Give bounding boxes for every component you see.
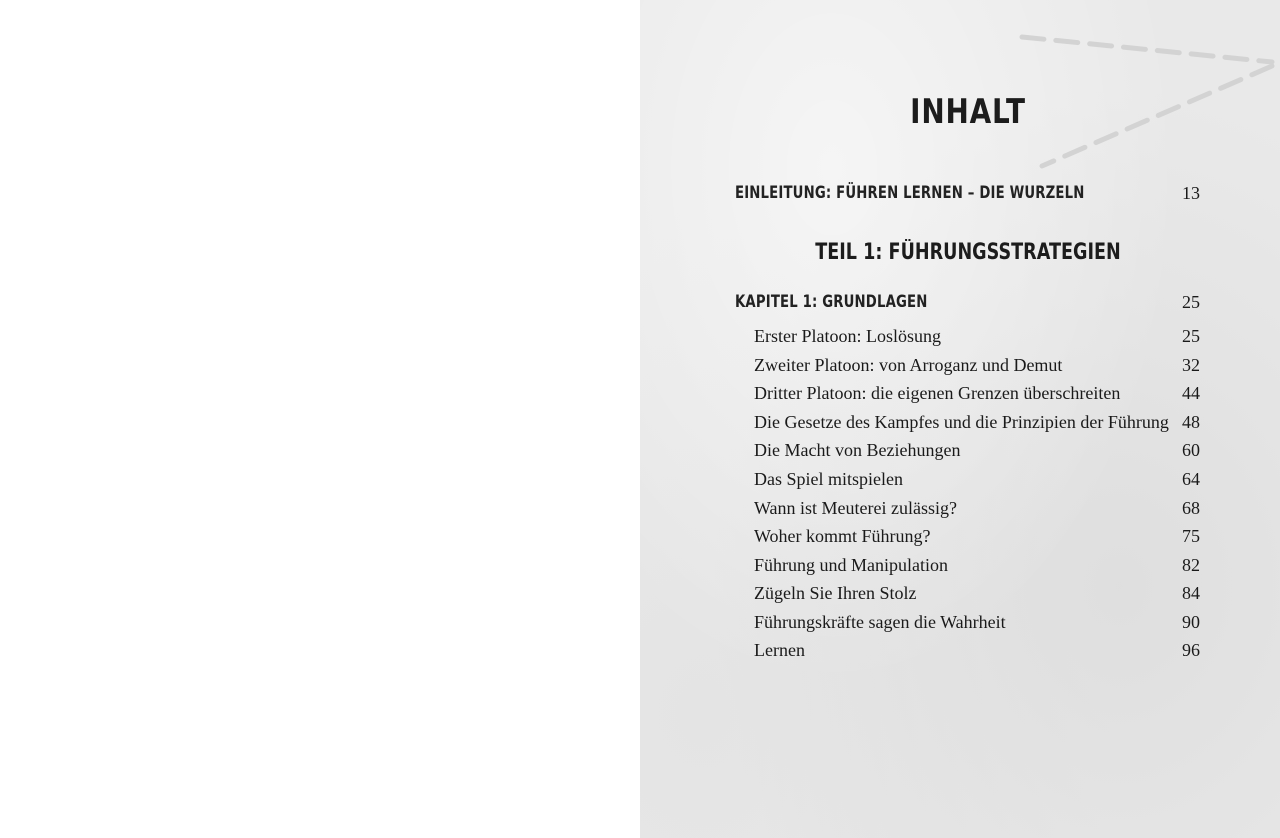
toc-entry-page: 60 [1182, 440, 1200, 460]
toc-entry[interactable] [735, 383, 1200, 411]
toc-entry-label: Dritter Platoon: die eigenen Grenzen überschreiten [754, 383, 1121, 403]
toc-entry[interactable] [735, 469, 1200, 497]
toc-entry-label: Lernen [754, 640, 805, 660]
toc-entry-label: Erster Platoon: Loslösung [754, 326, 941, 346]
toc-entry-label: Zügeln Sie Ihren Stolz [754, 583, 917, 603]
toc-entry-label: Woher kommt Führung? [754, 526, 931, 546]
toc-entry-label: Das Spiel mitspielen [754, 469, 903, 489]
toc-part-heading: TEIL 1: FÜHRUNGSSTRATEGIEN [815, 240, 1121, 265]
toc-entry-page: 25 [1182, 326, 1200, 346]
toc-entry-label: Wann ist Meuterei zulässig? [754, 498, 957, 518]
toc-entry-page: 64 [1182, 469, 1200, 489]
toc-entry-page: 48 [1182, 412, 1200, 432]
toc-entry[interactable] [735, 583, 1200, 611]
toc-intro-label: EINLEITUNG: FÜHREN LERNEN – DIE WURZELN [735, 183, 1085, 203]
toc-entry[interactable] [735, 640, 1200, 668]
toc-entry-page: 82 [1182, 555, 1200, 575]
toc-entry-page: 90 [1182, 612, 1200, 632]
toc-chapter-page: 25 [1182, 292, 1200, 312]
toc-entry-label: Die Macht von Beziehungen [754, 440, 961, 460]
toc-entry-label: Die Gesetze des Kampfes und die Prinzipien der Führung [754, 412, 1169, 432]
toc-entry-page: 32 [1182, 355, 1200, 375]
toc-entry[interactable] [735, 440, 1200, 468]
toc-title: INHALT [910, 92, 1026, 132]
toc-entry-label: Zweiter Platoon: von Arroganz und Demut [754, 355, 1063, 375]
toc-entry-page: 75 [1182, 526, 1200, 546]
toc-entry[interactable] [735, 326, 1200, 354]
toc-intro-page: 13 [1182, 183, 1200, 203]
toc-entry[interactable] [735, 612, 1200, 640]
toc-entry-page: 44 [1182, 383, 1200, 403]
toc-chapter-row[interactable] [735, 292, 1200, 320]
toc-intro-row[interactable] [735, 183, 1200, 211]
toc-entry[interactable] [735, 412, 1200, 440]
toc-entry[interactable] [735, 355, 1200, 383]
toc-entry-page: 84 [1182, 583, 1200, 603]
toc-entry-page: 96 [1182, 640, 1200, 660]
toc-entry[interactable] [735, 526, 1200, 554]
toc-chapter-label: KAPITEL 1: GRUNDLAGEN [735, 292, 928, 312]
toc-entry[interactable] [735, 555, 1200, 583]
toc-entry[interactable] [735, 498, 1200, 526]
toc-entry-label: Führungskräfte sagen die Wahrheit [754, 612, 1006, 632]
toc-page [640, 0, 1280, 838]
toc-entry-label: Führung und Manipulation [754, 555, 948, 575]
toc-entry-page: 68 [1182, 498, 1200, 518]
